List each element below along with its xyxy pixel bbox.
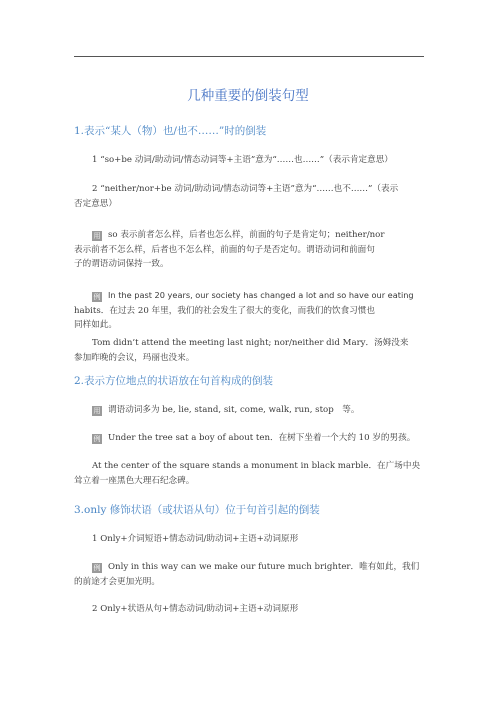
paragraph-line: 耸立着一座黑色大理石纪念碑。 — [74, 475, 195, 486]
paragraph-line: 参加昨晚的会议，玛丽也没来。 — [74, 352, 195, 363]
paragraph-line: 的前途才会更加光明。 — [74, 576, 160, 587]
paragraph-line: Tom didn’t attend the meeting last night; nor/neither did Mary．汤姆没来 — [92, 338, 409, 348]
paragraph-3-1 — [74, 532, 424, 547]
paragraph-line: 否定意思） — [74, 198, 117, 209]
usage-note-1 — [74, 228, 424, 272]
paragraph-line: habits．在过去 20 年里，我们的社会发生了很大的变化，而我们的饮食习惯也 — [74, 305, 375, 316]
example-3 — [74, 431, 424, 446]
usage-tag-icon: 用 — [93, 232, 101, 240]
paragraph-line: At the center of the square stands a monument in black marble．在广场中央 — [92, 461, 421, 471]
example-1 — [74, 288, 424, 333]
example-5 — [74, 560, 424, 589]
paragraph-3-2 — [74, 602, 424, 617]
paragraph-line: Under the tree sat a boy of about ten．在树下坐着一个大约 10 岁的男孩。 — [108, 433, 416, 443]
usage-tag-icon: 用 — [93, 407, 101, 415]
paragraph-line: so 表示前者怎么样，后者也怎么样，前面的句子是肯定句；neither/nor — [108, 230, 385, 240]
page-title: 几种重要的倒装句型 — [187, 88, 309, 104]
section-heading-2: 2.表示方位地点的状语放在句首构成的倒装 — [74, 375, 274, 387]
paragraph-line: In the past 20 years, our society has changed a lot and so have our eating — [108, 290, 414, 300]
paragraph-line: 子的谓语动词保持一致。 — [74, 259, 169, 269]
paragraph-line: 1 “so+be 动词/助动词/情态动词等+主语”意为“……也……”（表示肯定意思） — [92, 155, 393, 165]
section-heading-3: 3.only 修饰状语（或状语从句）位于句首引起的倒装 — [74, 504, 320, 516]
header-rule — [74, 56, 424, 57]
paragraph-1-1 — [74, 153, 424, 168]
paragraph-line: 谓语动词多为 be, lie, stand, sit, come, walk, run, stop 等。 — [108, 405, 360, 415]
paragraph-1-2 — [74, 182, 424, 211]
example-tag-icon: 例 — [93, 293, 101, 301]
section-heading-1: 1.表示“某人（物）也/也不……”时的倒装 — [74, 125, 267, 137]
paragraph-line: Only in this way can we make our future much brighter．唯有如此，我们 — [108, 562, 420, 572]
paragraph-line: 2 Only+状语从句+情态动词/助动词+主语+动词原形 — [92, 604, 299, 614]
paragraph-line: 1 Only+介词短语+情态动词/助动词+主语+动词原形 — [92, 534, 299, 544]
paragraph-line: 同样如此。 — [74, 320, 117, 330]
example-4 — [74, 459, 424, 488]
paragraph-line: 表示前者不怎么样，后者也不怎么样，前面的句子是否定句。谓语动词和前面句 — [74, 244, 375, 255]
example-tag-icon: 例 — [93, 435, 101, 443]
example-2 — [74, 336, 424, 365]
usage-note-2 — [74, 403, 424, 418]
paragraph-line: 2 “neither/nor+be 动词/助动词/情态动词等+主语”意为“……也不……”（表示 — [92, 184, 399, 194]
example-tag-icon: 例 — [93, 564, 101, 572]
